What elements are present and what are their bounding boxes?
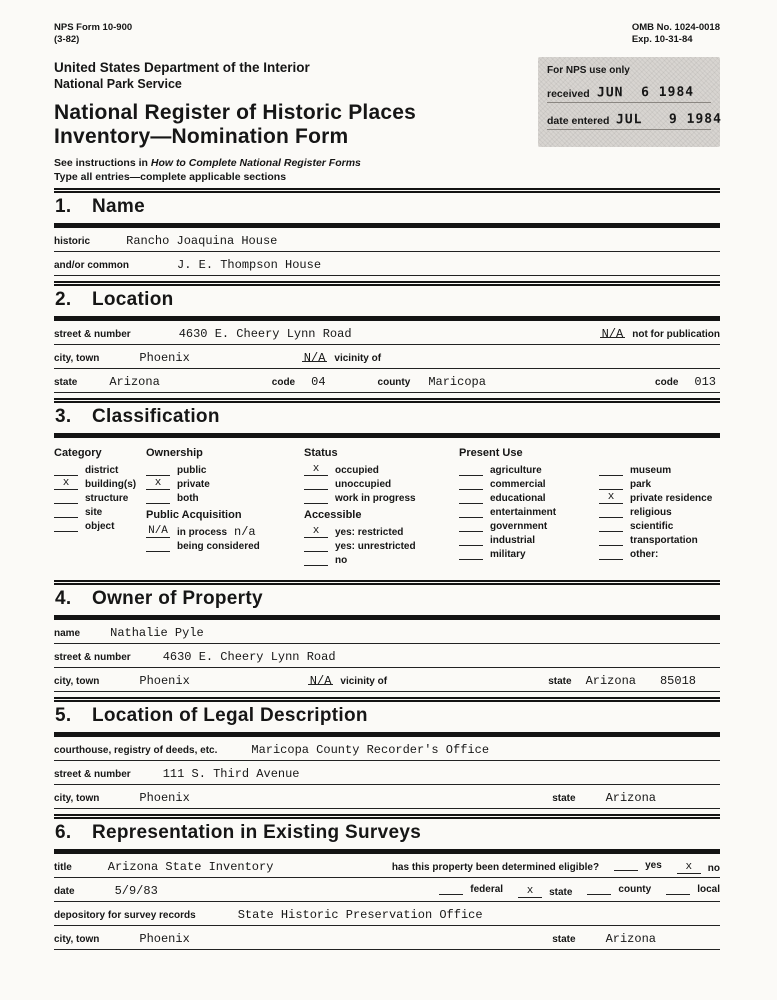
checkbox-blank	[146, 541, 170, 552]
section-name	[54, 188, 720, 276]
checkbox-blank	[459, 535, 483, 546]
checkbox-structure: structure	[54, 493, 146, 504]
checkbox-yes-restricted: x yes: restricted	[304, 527, 459, 538]
vicinity-na: N/A	[303, 350, 326, 365]
common-name-row	[54, 258, 720, 276]
code-label: code	[655, 376, 679, 388]
checkbox-county-level: county	[587, 884, 651, 895]
checkbox-eligible-yes: yes	[614, 860, 662, 871]
checkbox-federal: federal	[439, 884, 503, 895]
checkbox-blank	[666, 884, 690, 895]
city-label: city, town	[54, 933, 100, 945]
state-label: state	[552, 792, 576, 804]
owner-zip-value: 85018	[659, 673, 696, 688]
county-code-value: 013	[694, 374, 716, 389]
form-title-line2: Inventory—Nomination Form	[54, 125, 349, 149]
city-value: Phoenix	[139, 350, 190, 365]
checkbox-eligible-no: x no	[677, 863, 720, 874]
stamp-entered-row	[547, 111, 723, 130]
checkbox-blank	[459, 479, 483, 490]
title-label: title	[54, 861, 72, 873]
ownership-heading: Ownership	[146, 446, 203, 459]
checkbox-blank	[146, 465, 170, 476]
section-2-header	[54, 286, 720, 321]
service-name: National Park Service	[54, 76, 182, 91]
in-process-na-note: n/a	[234, 524, 256, 539]
section-number: 5.	[55, 704, 72, 726]
instructions-prefix: See instructions in	[54, 156, 148, 169]
checkbox-blank: x	[54, 479, 78, 490]
checkbox-blank: x	[677, 863, 701, 874]
legal-street-row	[54, 767, 720, 785]
code-label: code	[271, 376, 296, 388]
instructions-book-title: How to Complete National Register Forms	[150, 156, 361, 169]
form-title-line1: National Register of Historic Places	[54, 100, 416, 124]
section-number: 2.	[55, 288, 72, 310]
city-label: city, town	[54, 675, 100, 687]
received-label: received	[547, 87, 590, 100]
vicinity-label: vicinity of	[334, 352, 382, 364]
stamp-heading: For NPS use only	[547, 64, 630, 76]
checkbox-blank	[54, 521, 78, 532]
survey-city-row	[54, 932, 720, 950]
state-label: state	[548, 675, 572, 687]
checkbox-blank	[304, 555, 328, 566]
checkbox-blank: x	[599, 493, 623, 504]
date-entered-label: date entered	[547, 114, 610, 127]
checkbox-blank	[54, 493, 78, 504]
form-meta-row	[54, 22, 720, 47]
checkbox-transportation: transportation	[599, 535, 720, 546]
courthouse-label: courthouse, registry of deeds, etc.	[54, 744, 218, 756]
section-owner	[54, 580, 720, 692]
checkbox-industrial: industrial	[459, 535, 599, 546]
historic-value: Rancho Joaquina House	[126, 233, 278, 248]
section-existing-surveys	[54, 814, 720, 950]
county-value: Maricopa	[428, 374, 486, 389]
status-heading: Status	[304, 446, 338, 459]
city-town-row	[54, 351, 720, 369]
owner-city-value: Phoenix	[139, 673, 190, 688]
date-entered-stamp: JUL 9 1984	[616, 111, 723, 128]
common-label: and/or common	[54, 259, 130, 271]
section-location	[54, 281, 720, 393]
owner-street-value: 4630 E. Cheery Lynn Road	[162, 649, 336, 664]
common-value: J. E. Thompson House	[177, 257, 322, 272]
survey-state-value: Arizona	[605, 931, 656, 946]
checkbox-blank	[459, 493, 483, 504]
checkbox-work-in-progress: work in progress	[304, 493, 459, 504]
checkbox-blank	[614, 860, 638, 871]
checkbox-both: both	[146, 493, 304, 504]
present-use-heading: Present Use	[459, 446, 523, 459]
checkbox-educational: educational	[459, 493, 599, 504]
checkbox-entertainment: entertainment	[459, 507, 599, 518]
accessible-heading: Accessible	[304, 508, 362, 521]
state-row	[54, 375, 720, 393]
nps-form-revision: (3-82)	[54, 34, 80, 46]
street-label: street & number	[54, 651, 131, 663]
checkbox-blank	[459, 465, 483, 476]
state-code-value: 04	[311, 374, 326, 389]
street-label: street & number	[54, 328, 131, 340]
present-use-column-1	[459, 447, 599, 569]
street-number-row	[54, 327, 720, 345]
section-classification	[54, 398, 720, 575]
vicinity-na: N/A	[309, 673, 332, 688]
section-title-text: Representation in Existing Surveys	[92, 821, 422, 843]
instructions-line2: Type all entries—complete applicable sections	[54, 170, 287, 183]
public-acquisition-heading: Public Acquisition	[146, 508, 242, 521]
eligible-question: has this property been determined eligible?	[391, 861, 600, 873]
omb-number: OMB No. 1024-0018	[631, 22, 720, 33]
checkbox-blank	[304, 493, 328, 504]
checkbox-blank: x	[304, 527, 328, 538]
checkbox-blank	[459, 521, 483, 532]
omb-expiration: Exp. 10-31-84	[631, 34, 693, 46]
form-number-block	[54, 22, 132, 47]
owner-street-row	[54, 650, 720, 668]
legal-state-value: Arizona	[605, 790, 656, 805]
city-label: city, town	[54, 352, 100, 364]
checkbox-state-level: x state	[518, 887, 572, 898]
checkbox-blank	[599, 479, 623, 490]
legal-city-row	[54, 791, 720, 809]
section-number: 1.	[55, 195, 72, 217]
checkbox-blank	[599, 521, 623, 532]
survey-title-value: Arizona State Inventory	[107, 859, 274, 874]
checkbox-blank: x	[518, 887, 542, 898]
header-titles	[54, 47, 416, 183]
checkbox-park: park	[599, 479, 720, 490]
checkbox-being-considered: being considered	[146, 541, 304, 552]
checkbox-blank	[304, 541, 328, 552]
checkbox-blank	[459, 507, 483, 518]
checkbox-commercial: commercial	[459, 479, 599, 490]
checkbox-blank	[599, 549, 623, 560]
courthouse-value: Maricopa County Recorder's Office	[251, 742, 490, 757]
street-label: street & number	[54, 768, 131, 780]
section-number: 3.	[55, 405, 72, 427]
category-heading: Category	[54, 446, 102, 459]
section-number: 6.	[55, 821, 72, 843]
state-value: Arizona	[109, 374, 160, 389]
checkbox-blank: x	[304, 465, 328, 476]
checkbox-blank: N/A	[146, 527, 170, 538]
checkbox-local-level: local	[666, 884, 720, 895]
section-number: 4.	[55, 587, 72, 609]
checkbox-yes-unrestricted: yes: unrestricted	[304, 541, 459, 552]
owner-name-value: Nathalie Pyle	[110, 625, 204, 640]
vicinity-label: vicinity of	[340, 675, 388, 687]
stamp-received-row	[547, 85, 711, 103]
checkbox-buildings: x building(s)	[54, 479, 146, 490]
present-use-column-2	[599, 447, 720, 569]
historic-label: historic	[54, 235, 91, 247]
checkbox-private-residence: x private residence	[599, 493, 720, 504]
date-label: date	[54, 885, 75, 897]
checkbox-blank	[304, 479, 328, 490]
form-header	[54, 47, 723, 183]
survey-date-value: 5/9/83	[114, 883, 158, 898]
checkbox-scientific: scientific	[599, 521, 720, 532]
checkbox-blank	[587, 884, 611, 895]
owner-name-row	[54, 626, 720, 644]
status-column	[304, 447, 459, 569]
checkbox-blank	[599, 535, 623, 546]
checkbox-unoccupied: unoccupied	[304, 479, 459, 490]
section-title-text: Location	[92, 288, 174, 310]
checkbox-government: government	[459, 521, 599, 532]
ownership-column	[146, 447, 304, 569]
section-6-header	[54, 819, 720, 854]
checkbox-military: military	[459, 549, 599, 560]
section-legal-description	[54, 697, 720, 809]
section-title-text: Classification	[92, 405, 220, 427]
checkbox-blank	[459, 549, 483, 560]
section-title-text: Name	[92, 195, 145, 217]
checkbox-occupied: x occupied	[304, 465, 459, 476]
owner-city-row	[54, 674, 720, 692]
checkbox-blank	[146, 493, 170, 504]
checkbox-religious: religious	[599, 507, 720, 518]
classification-grid	[54, 447, 720, 575]
checkbox-agriculture: agriculture	[459, 465, 599, 476]
checkbox-no-access: no	[304, 555, 459, 566]
nps-use-only-stamp	[538, 57, 723, 147]
state-label: state	[54, 376, 78, 388]
survey-date-row	[54, 884, 720, 902]
city-label: city, town	[54, 792, 100, 804]
county-label: county	[377, 376, 411, 388]
legal-city-value: Phoenix	[139, 790, 190, 805]
checkbox-blank: x	[146, 479, 170, 490]
section-title-text: Owner of Property	[92, 587, 263, 609]
survey-city-value: Phoenix	[139, 931, 190, 946]
street-value: 4630 E. Cheery Lynn Road	[178, 326, 352, 341]
legal-street-value: 111 S. Third Avenue	[162, 766, 300, 781]
depository-value: State Historic Preservation Office	[237, 907, 483, 922]
depository-row	[54, 908, 720, 926]
survey-title-row	[54, 860, 720, 878]
checkbox-site: site	[54, 507, 146, 518]
state-label: state	[552, 933, 576, 945]
department-name: United States Department of the Interior	[54, 59, 310, 75]
checkbox-museum: museum	[599, 465, 720, 476]
not-for-publication-label: not for publication	[632, 328, 720, 340]
name-label: name	[54, 627, 81, 639]
checkbox-blank	[54, 465, 78, 476]
checkbox-blank	[599, 507, 623, 518]
historic-name-row	[54, 234, 720, 252]
received-date-stamp: JUN 6 1984	[596, 84, 694, 101]
checkbox-other: other:	[599, 549, 720, 560]
section-3-header	[54, 403, 720, 438]
depository-label: depository for survey records	[54, 909, 196, 921]
checkbox-private: x private	[146, 479, 304, 490]
owner-state-value: Arizona	[585, 673, 636, 688]
checkbox-in-process: N/A in process n/a	[146, 527, 304, 538]
category-column	[54, 447, 146, 569]
section-5-header	[54, 702, 720, 737]
section-1-header	[54, 193, 720, 228]
present-use-heading-spacer	[599, 447, 720, 460]
checkbox-district: district	[54, 465, 146, 476]
nps-form-number: NPS Form 10-900	[54, 22, 133, 33]
omb-block	[632, 22, 720, 47]
checkbox-public: public	[146, 465, 304, 476]
courthouse-row	[54, 743, 720, 761]
checkbox-object: object	[54, 521, 146, 532]
checkbox-blank	[599, 465, 623, 476]
section-title-text: Location of Legal Description	[92, 704, 368, 726]
instructions-line1	[54, 157, 416, 169]
not-for-publication-na: N/A	[601, 326, 624, 341]
checkbox-blank	[439, 884, 463, 895]
checkbox-blank	[54, 507, 78, 518]
section-4-header	[54, 585, 720, 620]
